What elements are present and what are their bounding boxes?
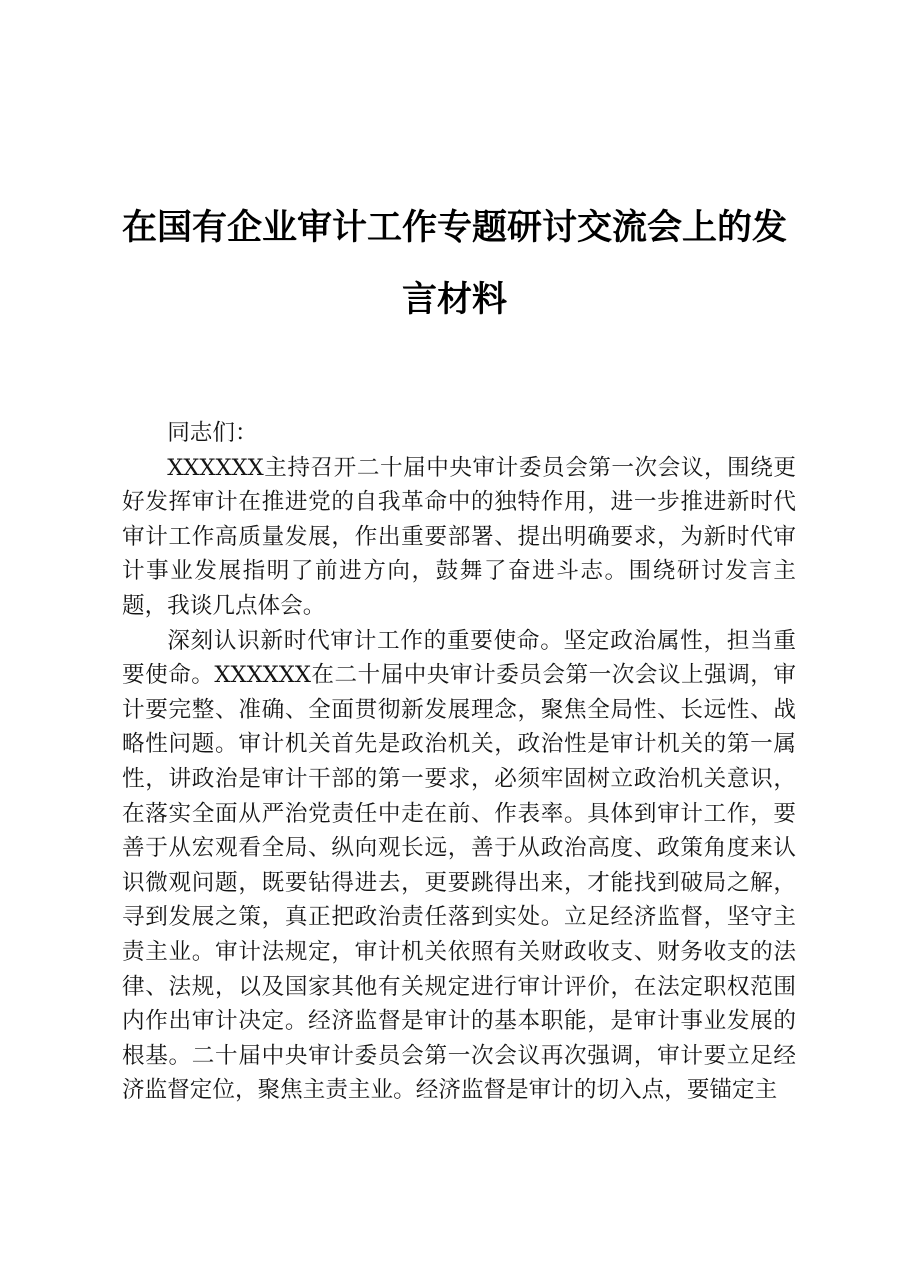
paragraph-2: 深刻认识新时代审计工作的重要使命。坚定政治属性，担当重要使命。XXXXXX在二十届中央审计委员会第一次会议上强调，审计要完整、准确、全面贯彻新发展理念，聚焦全局性、长远性、战略性问题。审计机关首先是政治机关，政治性是审计机关的第一属性，讲政治是审计干部的第一要求，必须牢固树立政治机关意识，在落实全面从严治党责任中走在前、作表率。具体到审计工作，要善于从宏观看全局、纵向观长远，善于从政治高度、政策角度来认识微观问题，既要钻得进去，更要跳得出来，才能找到破局之解，寻到发展之策，真正把政治责任落到实处。立足经济监督，坚守主责主业。审计法规定，审计机关依照有关财政收支、财务收支的法律、法规，以及国家其他有关规定进行审计评价，在法定职权范围内作出审计决定。经济监督是审计的基本职能，是审计事业发展的根基。二十届中央审计委员会第一次会议再次强调，审计要立足经济监督定位，聚焦主责主业。经济监督是审计的切入点，要锚定主 bbox=[122, 627, 796, 1104]
document-body bbox=[122, 416, 796, 1108]
paragraph-1: XXXXXX主持召开二十届中央审计委员会第一次会议，围绕更好发挥审计在推进党的自我革命中的独特作用，进一步推进新时代审计工作高质量发展，作出重要部署、提出明确要求，为新时代审计事业发展指明了前进方向，鼓舞了奋进斗志。围绕研讨发言主题，我谈几点体会。 bbox=[122, 454, 796, 619]
document-title: 在国有企业审计工作专题研讨交流会上的发言材料 bbox=[121, 207, 787, 320]
salutation: 同志们： bbox=[167, 420, 258, 446]
